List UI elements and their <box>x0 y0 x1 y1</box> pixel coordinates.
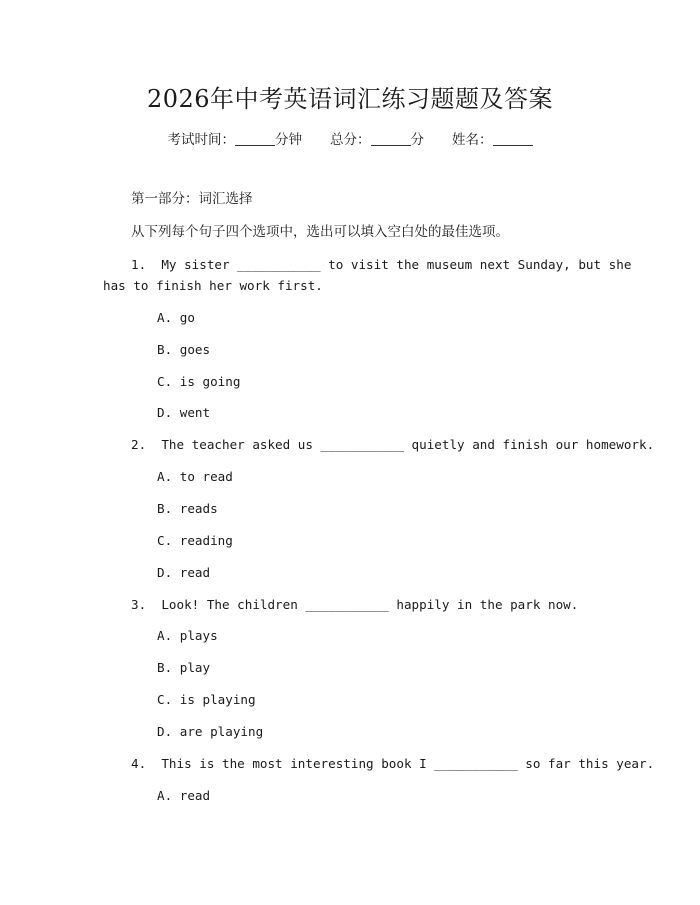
exam-time-field <box>168 132 303 148</box>
section-instruction: 从下列每个句子四个选项中，选出可以填入空白处的最佳选项。 <box>131 224 509 240</box>
document-title: 2026年中考英语词汇练习题题及答案 <box>146 85 554 113</box>
question-4-text: 4. This is the most interesting book I ___________ so far this year. <box>131 756 655 771</box>
question-3-option-c: C. is playing <box>157 692 256 707</box>
question-3-text: 3. Look! The children ___________ happily in the park now. <box>131 597 579 612</box>
total-score-unit: 分 <box>410 132 424 148</box>
question-2-option-a: A. to read <box>157 469 233 484</box>
question-1-option-d: D. went <box>157 405 211 420</box>
question-2-option-b: B. reads <box>157 501 218 516</box>
question-2-text: 2. The teacher asked us ___________ quietly and finish our homework. <box>131 437 655 452</box>
question-1-option-a: A. go <box>157 310 195 325</box>
question-3-option-b: B. play <box>157 660 211 675</box>
section-heading: 第一部分：词汇选择 <box>131 191 253 207</box>
name-field <box>452 132 533 148</box>
question-1-option-b: B. goes <box>157 342 211 357</box>
question-3-option-a: A. plays <box>157 628 218 643</box>
exam-time-label: 考试时间： <box>167 132 235 148</box>
question-2-option-c: C. reading <box>157 533 233 548</box>
total-score-label: 总分： <box>330 132 371 148</box>
name-label: 姓名： <box>452 132 493 148</box>
total-score-field <box>330 132 424 148</box>
total-score-blank <box>371 133 411 146</box>
question-1-text-cont: has to finish her work first. <box>103 278 323 293</box>
question-3-option-d: D. are playing <box>157 724 264 739</box>
question-4-option-a: A. read <box>157 788 211 803</box>
exam-time-unit: 分钟 <box>275 132 302 148</box>
question-1-option-c: C. is going <box>157 374 241 389</box>
question-2-option-d: D. read <box>157 565 211 580</box>
name-blank <box>493 133 533 146</box>
question-1-text: 1. My sister ___________ to visit the museum next Sunday, but she <box>131 257 632 272</box>
exam-meta <box>0 131 700 149</box>
exam-time-blank <box>235 133 275 146</box>
